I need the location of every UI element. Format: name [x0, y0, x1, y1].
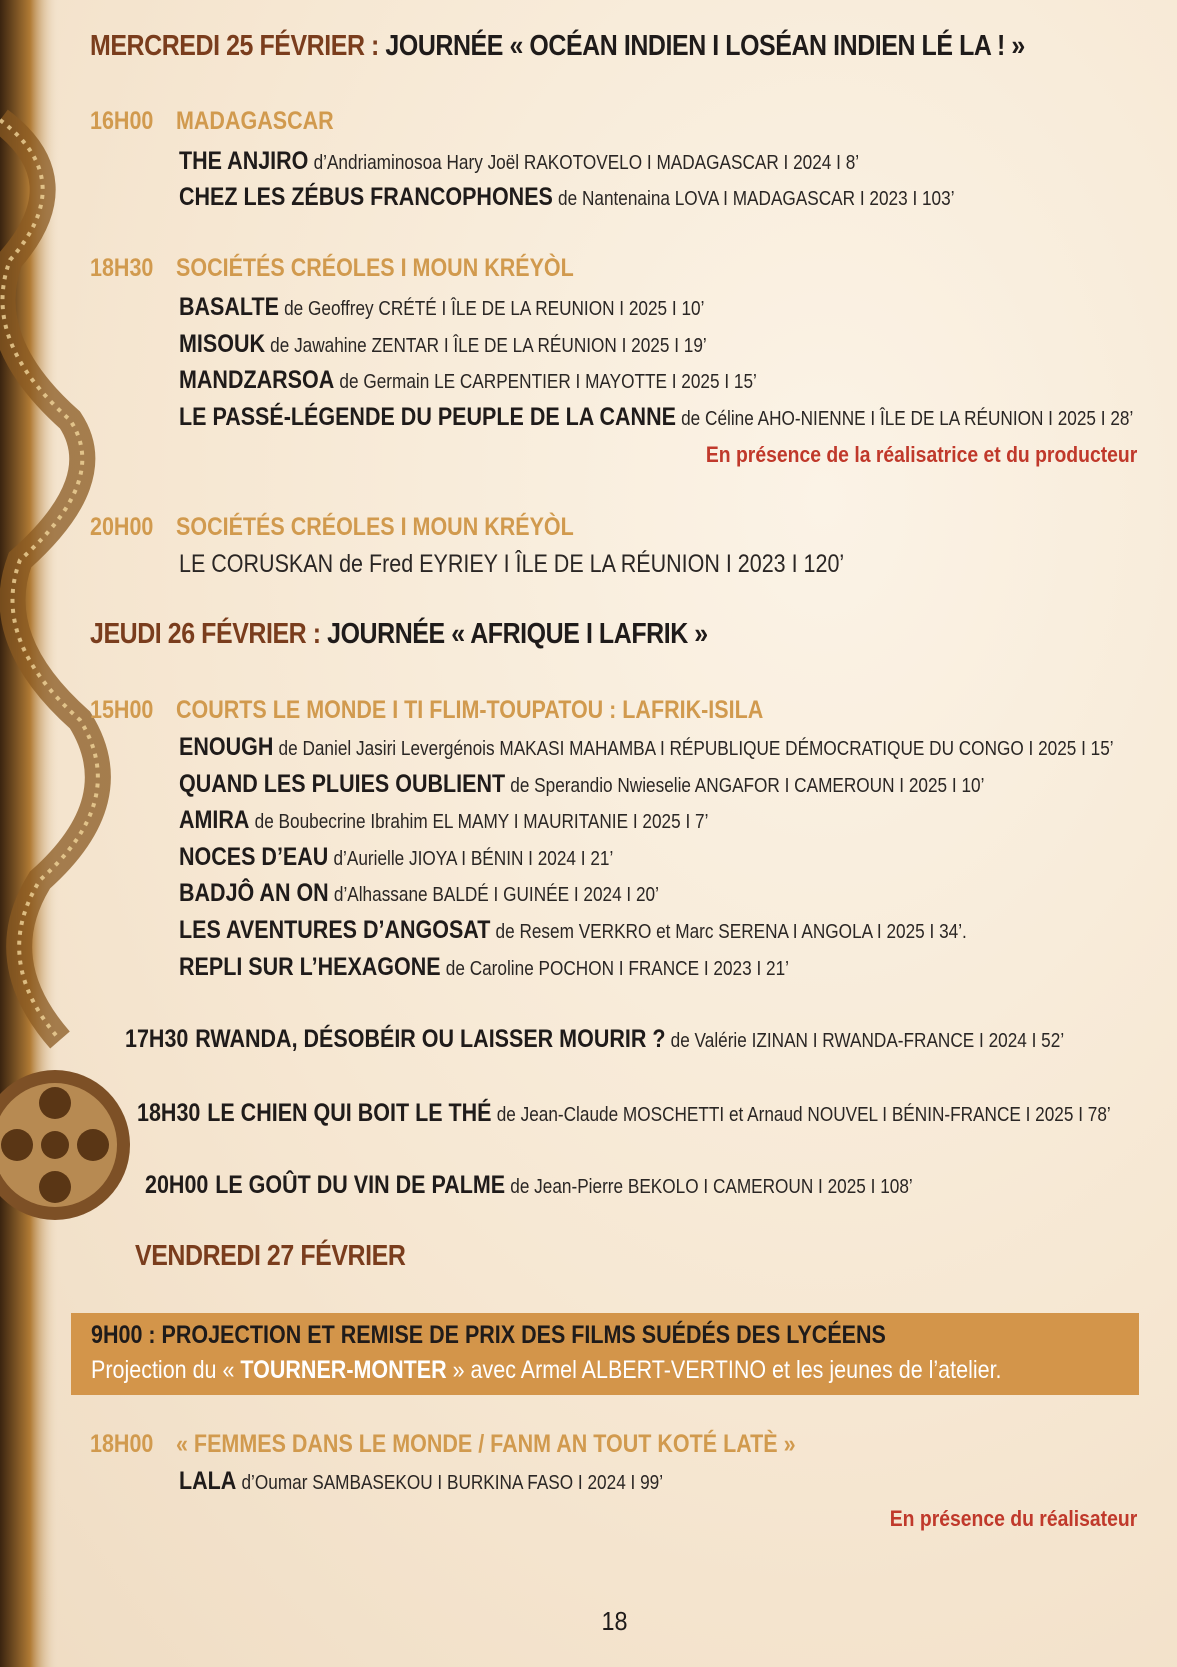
slot-header [90, 1430, 796, 1459]
film-entry [179, 147, 859, 176]
film-details: d’Alhassane BALDÉ I GUINÉE I 2024 I 20’ [333, 884, 659, 906]
film-entry [179, 770, 984, 799]
film-title: NOCES D’EAU [179, 843, 329, 871]
film-title: LALA [179, 1467, 237, 1495]
slot-label: MADAGASCAR [176, 107, 334, 135]
film-details: de Valérie IZINAN I RWANDA-FRANCE I 2024 I 52’ [670, 1030, 1065, 1052]
film-entry [179, 183, 955, 212]
film-title: ENOUGH [179, 733, 274, 761]
film-entry [179, 1467, 663, 1496]
presence-note: En présence de la réalisatrice et du producteur [705, 442, 1137, 467]
slot-label: SOCIÉTÉS CRÉOLES I MOUN KRÉYÒL [176, 513, 574, 541]
film-title: LE PASSÉ-LÉGENDE DU PEUPLE DE LA CANNE [179, 403, 676, 431]
film-details: de Boubecrine Ibrahim EL MAMY I MAURITANIE I 2025 I 7’ [254, 811, 709, 833]
day-heading-wednesday [90, 30, 1025, 63]
slot-time: 18H30 [90, 254, 154, 282]
day-heading-thursday [90, 618, 708, 651]
film-entry [179, 330, 707, 359]
slot-header [90, 513, 574, 542]
film-entry [179, 843, 613, 872]
film-title: CHEZ LES ZÉBUS FRANCOPHONES [179, 183, 553, 211]
highlight-text-post: » avec Armel ALBERT-VERTINO et les jeunes de l’atelier. [446, 1356, 1002, 1384]
film-title: BADJÔ AN ON [179, 879, 329, 907]
film-entry [179, 733, 1114, 762]
slot-header [90, 107, 334, 136]
film-details: d’Andriaminosoa Hary Joël RAKOTOVELO I MADAGASCAR I 2024 I 8’ [313, 152, 860, 174]
film-entry [179, 953, 789, 982]
film-entry [179, 293, 704, 322]
film-title: LES AVENTURES D’ANGOSAT [179, 916, 491, 944]
slot-label: COURTS LE MONDE I TI FLIM-TOUPATOU : LAFRIK-ISILA [176, 696, 764, 724]
highlight-text-pre: Projection du « [91, 1356, 241, 1384]
highlight-title: 9H00 : PROJECTION ET REMISE DE PRIX DES FILMS SUÉDÉS DES LYCÉENS [91, 1321, 886, 1349]
film-entry [179, 366, 757, 395]
film-details: d’Aurielle JIOYA I BÉNIN I 2024 I 21’ [333, 848, 614, 870]
film-entry-inline [137, 1099, 1111, 1128]
film-details: de Germain LE CARPENTIER I MAYOTTE I 2025 I 15’ [339, 371, 757, 393]
highlight-description [91, 1356, 1002, 1385]
film-details: de Resem VERKRO et Marc SERENA I ANGOLA I 2025 I 34’. [495, 921, 967, 943]
film-details: de Caroline POCHON I FRANCE I 2023 I 21’ [445, 958, 789, 980]
slot-label: « FEMMES DANS LE MONDE / FANM AN TOUT KOTÉ LATÈ » [176, 1430, 796, 1458]
slot-time: 16H00 [90, 107, 154, 135]
film-title: MISOUK [179, 330, 265, 358]
film-title: LE GOÛT DU VIN DE PALME [215, 1171, 506, 1199]
film-title: AMIRA [179, 806, 250, 834]
film-details: de Céline AHO-NIENNE I ÎLE DE LA RÉUNION I 2025 I 28’ [681, 408, 1134, 430]
film-entry [179, 879, 659, 908]
film-details: de Nantenaina LOVA I MADAGASCAR I 2023 I 103’ [558, 188, 955, 210]
slot-time: 18H00 [90, 1430, 154, 1458]
day-label: MERCREDI 25 FÉVRIER : [90, 30, 386, 62]
film-entry: LE CORUSKAN de Fred EYRIEY I ÎLE DE LA RÉUNION I 2023 I 120’ [179, 550, 845, 578]
film-details: de Daniel Jasiri Levergénois MAKASI MAHAMBA I RÉPUBLIQUE DÉMOCRATIQUE DU CONGO I 2025 I 15’ [278, 738, 1114, 760]
film-details: de Geoffrey CRÉTÉ I ÎLE DE LA REUNION I 2025 I 10’ [284, 298, 705, 320]
film-title: BASALTE [179, 293, 279, 321]
slot-label: SOCIÉTÉS CRÉOLES I MOUN KRÉYÒL [176, 254, 574, 282]
slot-time: 17H30 [125, 1025, 189, 1053]
slot-time: 15H00 [90, 696, 154, 724]
day-theme: JOURNÉE « OCÉAN INDIEN I LOSÉAN INDIEN LÉ LA ! » [385, 30, 1025, 62]
slot-header [90, 696, 763, 725]
day-theme: JOURNÉE « AFRIQUE I LAFRIK » [327, 618, 708, 650]
film-details: de Sperandio Nwieselie ANGAFOR I CAMEROUN I 2025 I 10’ [510, 775, 985, 797]
film-details: de Jawahine ZENTAR I ÎLE DE LA RÉUNION I 2025 I 19’ [270, 335, 707, 357]
slot-time: 18H30 [137, 1099, 201, 1127]
highlight-text-bold: TOURNER-MONTER [240, 1356, 447, 1384]
film-title: RWANDA, DÉSOBÉIR OU LAISSER MOURIR ? [195, 1025, 666, 1053]
day-heading-friday [135, 1240, 405, 1273]
film-title: REPLI SUR L’HEXAGONE [179, 953, 441, 981]
film-title: QUAND LES PLUIES OUBLIENT [179, 770, 506, 798]
slot-time: 20H00 [90, 513, 154, 541]
presence-note: En présence du réalisateur [889, 1506, 1137, 1531]
slot-header [90, 254, 574, 283]
slot-time: 20H00 [145, 1171, 209, 1199]
film-title: THE ANJIRO [179, 147, 309, 175]
page-number: 18 [601, 1606, 628, 1636]
film-entry-inline [145, 1171, 913, 1200]
film-entry [179, 916, 967, 945]
highlight-box [71, 1313, 1139, 1395]
film-title: LE CHIEN QUI BOIT LE THÉ [207, 1099, 492, 1127]
film-details: de Jean-Pierre BEKOLO I CAMEROUN I 2025 I 108’ [510, 1176, 913, 1198]
film-entry [179, 403, 1133, 432]
day-label: VENDREDI 27 FÉVRIER [135, 1240, 406, 1272]
film-entry-inline [125, 1025, 1064, 1054]
film-details: de Jean-Claude MOSCHETTI et Arnaud NOUVEL I BÉNIN-FRANCE I 2025 I 78’ [496, 1104, 1111, 1126]
film-title: MANDZARSOA [179, 366, 335, 394]
film-entry [179, 806, 708, 835]
film-details: d’Oumar SAMBASEKOU I BURKINA FASO I 2024 I 99’ [241, 1472, 664, 1494]
day-label: JEUDI 26 FÉVRIER : [90, 618, 328, 650]
